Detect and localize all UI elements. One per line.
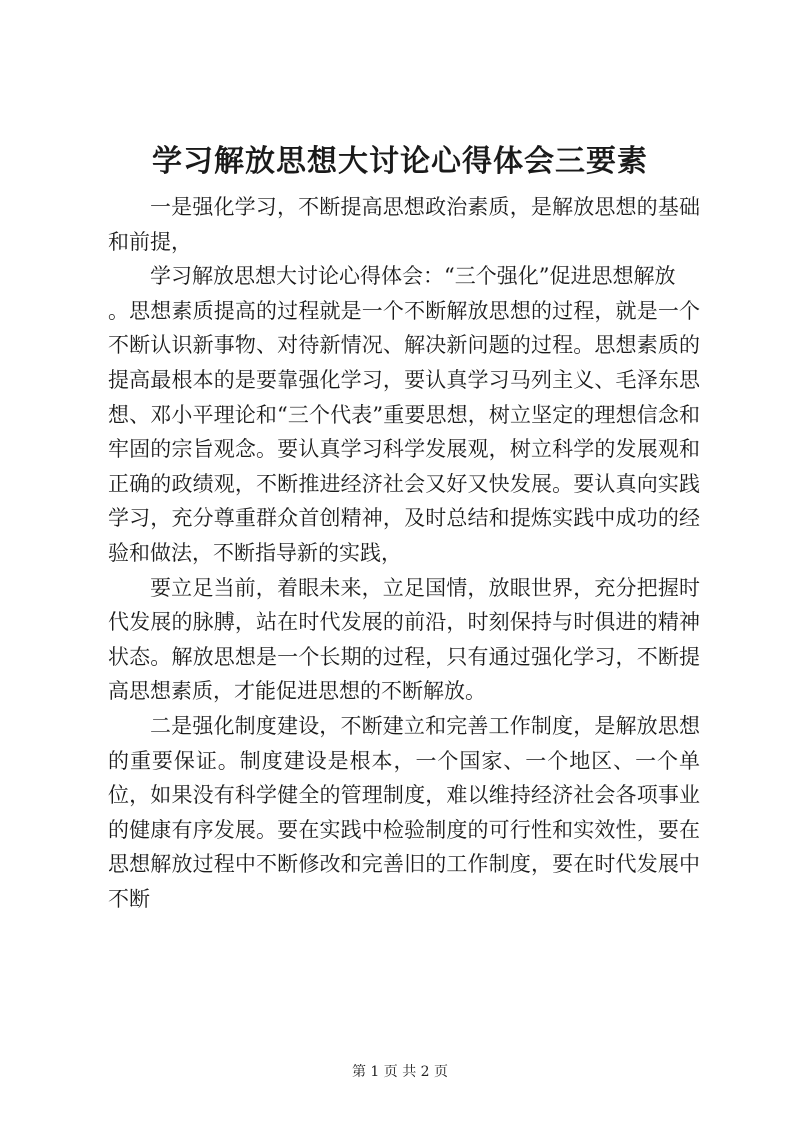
paragraph-4: 要立足当前，着眼未来，立足国情，放眼世界，充分把握时代发展的脉膊，站在时代发展的前沿，时刻保持与时俱进的精神状态。解放思想是一个长期的过程，只有通过强化学习，不断提高思想素质，才能促进思想的不断解放。	[108, 575, 700, 704]
page-footer: 第 1 页 共 2 页	[351, 1064, 449, 1080]
document-title: 学习解放思想大讨论心得体会三要素	[152, 144, 648, 179]
paragraph-2: 学习解放思想大讨论心得体会：“三个强化”促进思想解放	[150, 264, 676, 289]
paragraph-1: 一是强化学习，不断提高思想政治素质，是解放思想的基础和前提，	[108, 195, 700, 254]
document-body	[108, 190, 700, 916]
paragraph-3: 。思想素质提高的过程就是一个不断解放思想的过程，就是一个不断认识新事物、对待新情况、解决新问题的过程。思想素质的提高最根本的是要靠强化学习，要认真学习马列主义、毛泽东思想、邓小平理论和“三个代表”重要思想，树立坚定的理想信念和牢固的宗旨观念。要认真学习科学发展观，树立科学的发展观和正确的政绩观，不断推进经济社会又好又快发展。要认真向实践学习，充分尊重群众首创精神，及时总结和提炼实践中成功的经验和做法，不断指导新的实践，	[108, 298, 700, 565]
paragraph-5: 二是强化制度建设，不断建立和完善工作制度，是解放思想的重要保证。制度建设是根本，一个国家、一个地区、一个单位，如果没有科学健全的管理制度，难以维持经济社会各项事业的健康有序发展。要在实践中检验制度的可行性和实效性，要在思想解放过程中不断修改和完善旧的工作制度，要在时代发展中不断	[108, 713, 700, 911]
